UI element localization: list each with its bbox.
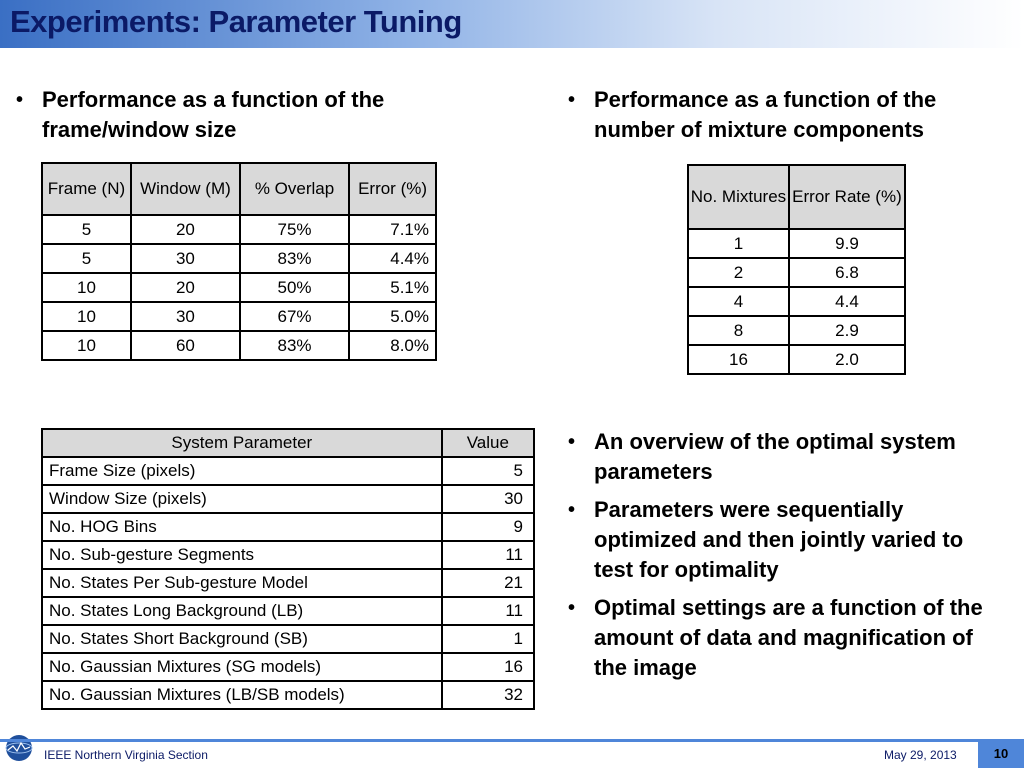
cell-parameter: Frame Size (pixels) xyxy=(42,457,442,485)
table-row xyxy=(42,302,436,331)
cell-overlap: 83% xyxy=(240,331,349,360)
page-number: 10 xyxy=(978,742,1024,768)
cell-frame: 10 xyxy=(42,331,131,360)
left-bullet-list xyxy=(14,85,484,153)
table-row xyxy=(42,331,436,360)
right-bottom-bullet-list xyxy=(566,427,1006,691)
header-error-rate: Error Rate (%) xyxy=(789,165,905,229)
table-row xyxy=(42,273,436,302)
cell-overlap: 75% xyxy=(240,215,349,244)
table-row xyxy=(42,457,534,485)
header-parameter: System Parameter xyxy=(42,429,442,457)
table-row xyxy=(688,258,905,287)
bullet-item xyxy=(566,85,1016,145)
cell-window: 20 xyxy=(131,273,240,302)
cell-value: 1 xyxy=(442,625,534,653)
table-row xyxy=(42,513,534,541)
cell-value: 32 xyxy=(442,681,534,709)
table-row xyxy=(42,625,534,653)
cell-parameter: No. HOG Bins xyxy=(42,513,442,541)
cell-parameter: No. States Long Background (LB) xyxy=(42,597,442,625)
cell-error: 8.0% xyxy=(349,331,436,360)
header-mixtures: No. Mixtures xyxy=(688,165,789,229)
bullet-text: Performance as a function of the frame/window size xyxy=(42,87,385,142)
bullet-text: Optimal settings are a function of the amount of data and magnification of the image xyxy=(594,595,983,680)
cell-error: 7.1% xyxy=(349,215,436,244)
table-row xyxy=(42,485,534,513)
bullet-item xyxy=(566,495,1006,585)
slide-title: Experiments: Parameter Tuning xyxy=(10,4,462,39)
cell-value: 21 xyxy=(442,569,534,597)
header-window: Window (M) xyxy=(131,163,240,215)
table-row xyxy=(688,316,905,345)
cell-error: 5.1% xyxy=(349,273,436,302)
cell-window: 60 xyxy=(131,331,240,360)
table-row xyxy=(42,569,534,597)
table-row xyxy=(688,345,905,374)
cell-frame: 10 xyxy=(42,302,131,331)
table-row xyxy=(42,681,534,709)
table-row xyxy=(42,597,534,625)
cell-overlap: 50% xyxy=(240,273,349,302)
cell-overlap: 83% xyxy=(240,244,349,273)
cell-error-rate: 4.4 xyxy=(789,287,905,316)
cell-error: 4.4% xyxy=(349,244,436,273)
cell-frame: 10 xyxy=(42,273,131,302)
footer-date: May 29, 2013 xyxy=(884,748,957,762)
cell-error-rate: 2.9 xyxy=(789,316,905,345)
cell-parameter: No. States Short Background (SB) xyxy=(42,625,442,653)
footer-divider xyxy=(0,739,1024,742)
cell-error-rate: 9.9 xyxy=(789,229,905,258)
frame-window-table xyxy=(41,162,437,361)
footer-organization: IEEE Northern Virginia Section xyxy=(44,748,208,762)
right-top-bullet-list xyxy=(566,85,1016,153)
cell-value: 5 xyxy=(442,457,534,485)
table-row xyxy=(42,541,534,569)
bullet-item xyxy=(14,85,484,145)
table-row xyxy=(42,244,436,273)
system-parameter-table xyxy=(41,428,535,710)
cell-frame: 5 xyxy=(42,215,131,244)
cell-error-rate: 2.0 xyxy=(789,345,905,374)
table-row xyxy=(688,229,905,258)
cell-parameter: Window Size (pixels) xyxy=(42,485,442,513)
cell-value: 11 xyxy=(442,597,534,625)
table-header-row xyxy=(42,163,436,215)
bullet-text: Parameters were sequentially optimized and then jointly varied to test for optimality xyxy=(594,497,964,582)
bullet-text: Performance as a function of the number of mixture components xyxy=(594,87,937,142)
header-value: Value xyxy=(442,429,534,457)
cell-overlap: 67% xyxy=(240,302,349,331)
bullet-item xyxy=(566,427,1006,487)
table-row xyxy=(42,215,436,244)
bullet-item xyxy=(566,593,1006,683)
cell-mixtures: 1 xyxy=(688,229,789,258)
cell-parameter: No. Sub-gesture Segments xyxy=(42,541,442,569)
table-row xyxy=(42,653,534,681)
cell-value: 9 xyxy=(442,513,534,541)
cell-value: 11 xyxy=(442,541,534,569)
cell-window: 30 xyxy=(131,244,240,273)
header-overlap: % Overlap xyxy=(240,163,349,215)
cell-value: 16 xyxy=(442,653,534,681)
cell-parameter: No. Gaussian Mixtures (SG models) xyxy=(42,653,442,681)
bullet-text: An overview of the optimal system parameters xyxy=(594,429,956,484)
mixture-table xyxy=(687,164,906,375)
cell-value: 30 xyxy=(442,485,534,513)
cell-mixtures: 16 xyxy=(688,345,789,374)
table-header-row xyxy=(42,429,534,457)
header-error: Error (%) xyxy=(349,163,436,215)
cell-mixtures: 2 xyxy=(688,258,789,287)
cell-mixtures: 8 xyxy=(688,316,789,345)
table-row xyxy=(688,287,905,316)
header-frame: Frame (N) xyxy=(42,163,131,215)
globe-logo-icon xyxy=(4,733,34,763)
cell-parameter: No. States Per Sub-gesture Model xyxy=(42,569,442,597)
cell-error-rate: 6.8 xyxy=(789,258,905,287)
cell-window: 20 xyxy=(131,215,240,244)
table-header-row xyxy=(688,165,905,229)
cell-error: 5.0% xyxy=(349,302,436,331)
cell-mixtures: 4 xyxy=(688,287,789,316)
cell-frame: 5 xyxy=(42,244,131,273)
cell-parameter: No. Gaussian Mixtures (LB/SB models) xyxy=(42,681,442,709)
cell-window: 30 xyxy=(131,302,240,331)
